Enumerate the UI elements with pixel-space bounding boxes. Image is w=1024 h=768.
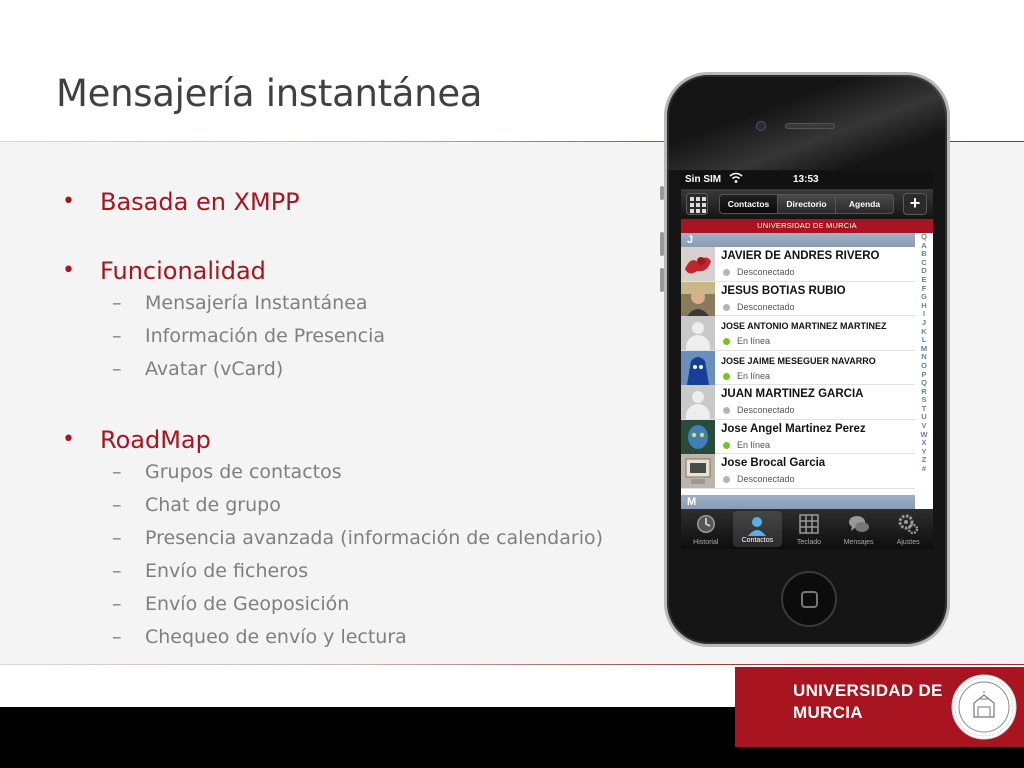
- sub-bullet: – Chat de grupo: [62, 489, 622, 522]
- index-letter[interactable]: N: [921, 352, 927, 362]
- university-brand: [735, 667, 944, 747]
- segment-agenda[interactable]: Agenda: [848, 199, 881, 209]
- sub-bullet: – Envío de Geoposición: [62, 588, 622, 621]
- bullet-roadmap: • RoadMap: [62, 424, 622, 456]
- brand-line-1: UNIVERSIDAD DE: [793, 681, 943, 700]
- tab-historial[interactable]: [681, 509, 731, 549]
- front-camera: [756, 121, 766, 131]
- bottom-divider: [0, 664, 1024, 665]
- person-icon: [746, 515, 768, 537]
- contact-row[interactable]: [681, 316, 915, 351]
- contact-status: Desconectado: [737, 474, 795, 484]
- clock-label: 13:53: [793, 174, 819, 185]
- tab-mensajes[interactable]: [834, 509, 884, 549]
- tab-label: Mensajes: [843, 539, 874, 546]
- home-button[interactable]: [781, 571, 837, 627]
- app-toolbar: [681, 189, 933, 219]
- avatar: [681, 316, 715, 350]
- index-letter[interactable]: A: [921, 240, 927, 250]
- contact-status: En línea: [737, 370, 771, 381]
- contact-status: Desconectado: [737, 301, 795, 312]
- avatar: [681, 385, 715, 419]
- index-letter[interactable]: K: [921, 326, 927, 336]
- status-bar: [681, 171, 933, 189]
- section-header-j: J: [681, 233, 915, 247]
- grid-menu-icon[interactable]: [686, 193, 708, 215]
- contact-row[interactable]: [681, 282, 915, 317]
- contact-status: En línea: [737, 439, 771, 450]
- tab-label: Historial: [693, 539, 719, 546]
- sub-bullet: – Avatar (vCard): [62, 353, 622, 386]
- mute-switch: [660, 186, 664, 200]
- presence-dot-icon: [723, 304, 730, 311]
- index-letter[interactable]: D: [921, 266, 927, 276]
- index-letter[interactable]: #: [921, 464, 927, 474]
- avatar: [681, 420, 715, 454]
- section-header-m: M: [681, 495, 915, 509]
- tab-contactos[interactable]: [733, 511, 783, 547]
- earpiece: [785, 123, 835, 129]
- avatar: [681, 454, 715, 488]
- university-seal-icon: [950, 673, 1018, 741]
- clock-icon: [695, 513, 717, 535]
- sub-bullet: – Grupos de contactos: [62, 456, 622, 489]
- segment-contactos[interactable]: Contactos: [720, 195, 778, 213]
- phone-screen: [681, 171, 933, 549]
- contact-row[interactable]: [681, 454, 915, 489]
- tab-label: Ajustes: [896, 539, 920, 546]
- contact-name: Jose Brocal Garcia: [721, 457, 826, 469]
- presence-dot-icon: [723, 269, 730, 276]
- presence-dot-icon: [723, 442, 730, 449]
- gears-icon: [897, 513, 919, 535]
- contact-status: Desconectado: [737, 405, 795, 415]
- volume-up-button: [660, 232, 664, 256]
- tab-ajustes[interactable]: [883, 509, 933, 549]
- index-letter[interactable]: P: [921, 369, 927, 379]
- avatar: [681, 282, 715, 316]
- sub-bullet: – Mensajería Instantánea: [62, 287, 622, 320]
- index-letter[interactable]: O: [921, 360, 927, 370]
- phone-mockup: [664, 72, 950, 647]
- index-letter[interactable]: W: [920, 429, 928, 439]
- chat-bubbles-icon: [848, 513, 870, 535]
- contact-row[interactable]: [681, 420, 915, 455]
- university-seal-box: [944, 667, 1024, 747]
- segment-directorio[interactable]: Directorio: [778, 195, 836, 213]
- tab-teclado[interactable]: [784, 509, 834, 549]
- bullet-funcionalidad: • Funcionalidad: [62, 255, 622, 287]
- index-letter[interactable]: L: [921, 335, 927, 345]
- contact-name: Jose Angel Martinez Perez: [721, 422, 866, 435]
- sub-bullet: – Presencia avanzada (información de calendario): [62, 522, 622, 555]
- contact-name: JESUS BOTIAS RUBIO: [721, 284, 846, 297]
- contact-name: JUAN MARTINEZ GARCIA: [721, 388, 864, 400]
- university-banner: UNIVERSIDAD DE MURCIA: [681, 219, 933, 233]
- index-letter[interactable]: J: [921, 317, 927, 327]
- bullet-list: [62, 186, 622, 654]
- wifi-icon: [729, 172, 743, 187]
- contact-name: JOSE ANTONIO MARTINEZ MARTINEZ: [721, 321, 887, 331]
- contact-row[interactable]: [681, 385, 915, 420]
- contact-list: [681, 247, 915, 489]
- volume-down-button: [660, 268, 664, 292]
- index-letter[interactable]: Q: [921, 378, 927, 388]
- contact-name: JOSE JAIME MESEGUER NAVARRO: [721, 355, 876, 366]
- tab-label: Contactos: [741, 537, 774, 544]
- index-letter[interactable]: I: [922, 309, 926, 319]
- bullet-xmpp: • Basada en XMPP: [62, 186, 622, 218]
- index-letter[interactable]: G: [921, 292, 927, 302]
- index-letter[interactable]: X: [921, 438, 927, 448]
- index-letter[interactable]: S: [921, 395, 927, 405]
- presence-dot-icon: [723, 407, 730, 414]
- tab-label: Teclado: [796, 539, 822, 546]
- index-letter[interactable]: H: [921, 300, 927, 310]
- index-letter[interactable]: Y: [921, 446, 927, 456]
- contact-status: Desconectado: [737, 267, 795, 277]
- index-letter[interactable]: U: [921, 412, 927, 422]
- segmented-control: [719, 194, 894, 214]
- index-letter[interactable]: M: [920, 343, 928, 353]
- add-contact-button[interactable]: +: [903, 193, 927, 215]
- slide-title: Mensajería instantánea: [56, 72, 483, 115]
- contact-row[interactable]: [681, 247, 915, 282]
- alphabet-index[interactable]: [915, 233, 933, 495]
- index-letter[interactable]: C: [921, 257, 927, 267]
- contact-status: En línea: [737, 336, 771, 346]
- keypad-icon: [798, 513, 820, 535]
- index-letter[interactable]: V: [921, 421, 927, 431]
- presence-dot-icon: [723, 476, 730, 483]
- sub-bullet: – Envío de ficheros: [62, 555, 622, 588]
- avatar: [681, 351, 715, 385]
- sub-bullet: – Chequeo de envío y lectura: [62, 621, 622, 654]
- index-letter[interactable]: T: [921, 403, 927, 413]
- brand-line-2: MURCIA: [793, 703, 863, 722]
- tab-bar: [681, 509, 933, 549]
- contact-name: JAVIER DE ANDRES RIVERO: [721, 250, 880, 262]
- index-letter[interactable]: F: [921, 283, 927, 293]
- index-letter[interactable]: R: [921, 386, 927, 396]
- index-letter[interactable]: Q: [921, 232, 927, 241]
- presence-dot-icon: [723, 373, 730, 380]
- index-letter[interactable]: Z: [921, 455, 927, 465]
- sub-bullet: – Información de Presencia: [62, 320, 622, 353]
- carrier-label: Sin SIM: [685, 174, 722, 185]
- presence-dot-icon: [723, 338, 730, 345]
- index-letter[interactable]: B: [921, 249, 927, 259]
- avatar: [681, 247, 715, 281]
- contact-row[interactable]: [681, 351, 915, 386]
- index-letter[interactable]: E: [921, 274, 927, 284]
